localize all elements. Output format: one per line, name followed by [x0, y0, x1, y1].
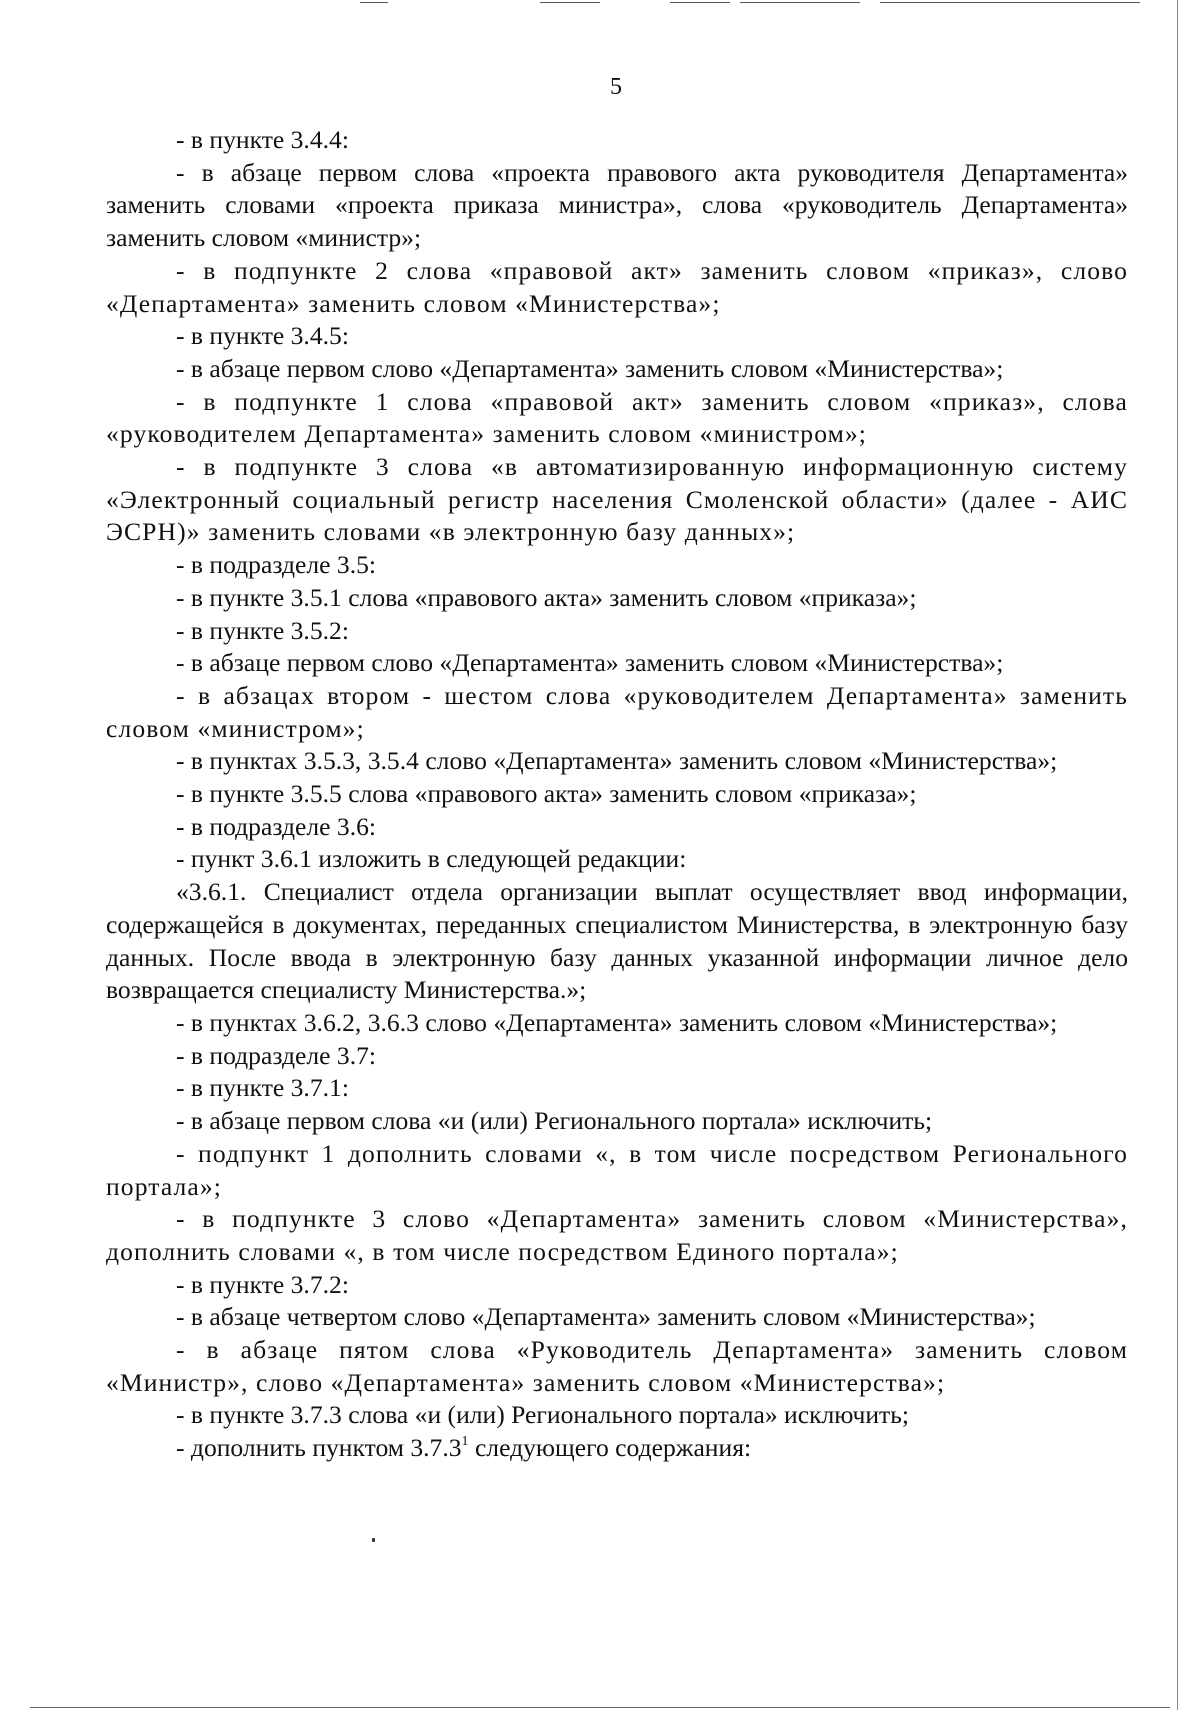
paragraph: - в пункте 3.5.1 слова «правового акта» заменить словом «приказа»; — [176, 582, 917, 612]
paragraph: - в абзаце первом слова «и (или) Регионального портала» исключить; — [176, 1106, 933, 1136]
paragraph: - подпункт 1 дополнить словами «, в том числе посредством Регионального портала»; — [106, 1138, 1128, 1201]
paragraph: - в подпункте 3 слова «в автоматизированную информационную систему «Электронный социальный регистр населения Смоленской области» (далее - АИС ЭСРН)» заменить словами «в электронную базу данных»; — [106, 452, 1128, 547]
paragraph: - пункт 3.6.1 изложить в следующей редакции: — [176, 844, 687, 874]
paragraph: - в пункте 3.7.1: — [176, 1073, 349, 1103]
paragraph: - в абзаце первом слова «проекта правового акта руководителя Департамента» заменить словами «проекта приказа министра», слова «руководитель Департамента» заменить словом «министр»; — [106, 157, 1128, 253]
scan-bottom-edge — [30, 1707, 1170, 1708]
paragraph: - в подразделе 3.5: — [176, 550, 377, 580]
paragraph: - в пункте 3.7.3 слова «и (или) Регионального портала» исключить; — [176, 1400, 909, 1430]
superscript: 1 — [461, 1433, 469, 1449]
paragraph: - в пунктах 3.5.3, 3.5.4 слово «Департамента» заменить словом «Министерства»; — [176, 746, 1058, 776]
paragraph-last — [106, 1432, 1128, 1465]
scan-right-edge — [1177, 0, 1178, 1710]
paragraph: - в абзаце первом слово «Департамента» заменить словом «Министерства»; — [176, 353, 1004, 383]
paragraph: - в пунктах 3.6.2, 3.6.3 слово «Департамента» заменить словом «Министерства»; — [176, 1007, 1058, 1037]
paragraph: - в абзаце пятом слова «Руководитель Департамента» заменить словом «Министр», слово «Департамента» заменить словом «Министерства»; — [106, 1335, 1128, 1397]
paragraph: - в пункте 3.4.5: — [176, 321, 349, 351]
paragraph-text: - дополнить пунктом 3.7.3 — [176, 1433, 462, 1463]
paragraph: - в подпункте 2 слова «правовой акт» заменить словом «приказ», слово «Департамента» заменить словом «Министерства»; — [106, 255, 1128, 318]
scan-top-artifacts — [0, 0, 1200, 14]
paragraph: - в подразделе 3.7: — [176, 1040, 377, 1070]
paragraph-text: следующего содержания: — [468, 1433, 752, 1463]
paragraph: - в подпункте 3 слово «Департамента» заменить словом «Министерства», дополнить словами «, в том числе посредством Единого портала»; — [106, 1204, 1128, 1266]
paragraph: - в абзаце первом слово «Департамента» заменить словом «Министерства»; — [176, 648, 1004, 678]
paragraph: - в пункте 3.7.2: — [176, 1269, 349, 1299]
paragraph: - в пункте 3.5.2: — [176, 615, 349, 645]
scan-speck — [372, 1538, 375, 1542]
paragraph: - в пункте 3.5.5 слова «правового акта» заменить словом «приказа»; — [176, 779, 917, 809]
paragraph: - в подпункте 1 слова «правовой акт» заменить словом «приказ», слова «руководителем Департамента» заменить словом «министром»; — [106, 386, 1128, 449]
page-number: 5 — [610, 74, 622, 100]
paragraph: - в пункте 3.4.4: — [176, 125, 349, 154]
paragraph: - в подразделе 3.6: — [176, 811, 377, 841]
document-body — [106, 124, 1128, 1465]
paragraph: - в абзацах втором - шестом слова «руководителем Департамента» заменить словом «министром»; — [106, 680, 1128, 743]
paragraph: «3.6.1. Специалист отдела организации выплат осуществляет ввод информации, содержащейся в документах, переданных специалистом Министерства, в электронную базу данных. После ввода в электронную базу данных указанной информации личное дело возвращается специалисту Министерства.»; — [106, 877, 1128, 1005]
paragraph: - в абзаце четвертом слово «Департамента» заменить словом «Министерства»; — [176, 1302, 1036, 1332]
